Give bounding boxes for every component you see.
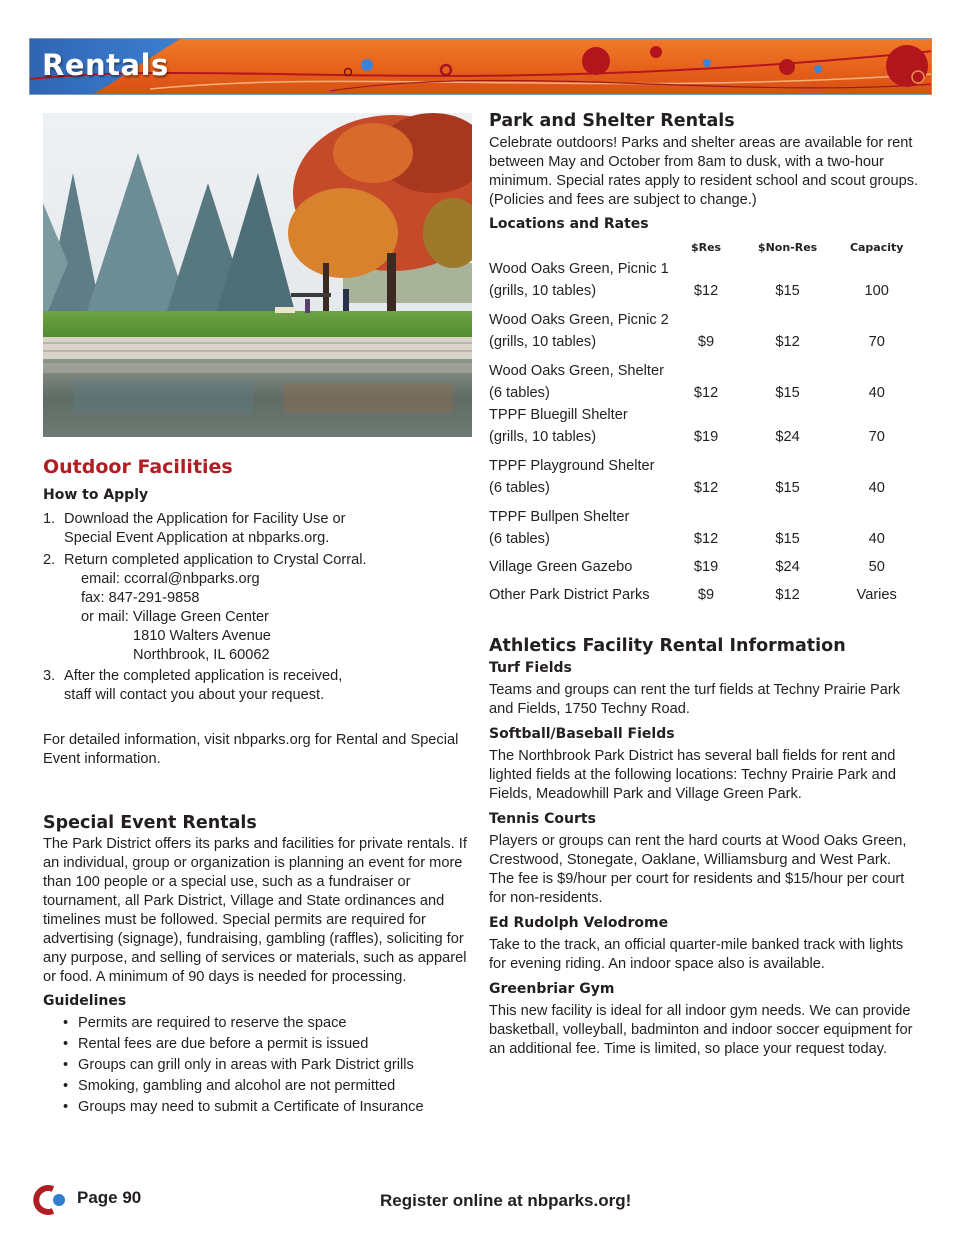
contact-fax: fax: 847-291-9858: [81, 590, 200, 606]
table-row: (6 tables) $12 $15 40: [489, 385, 885, 401]
gym-heading: Greenbriar Gym: [489, 981, 615, 997]
table-row: Wood Oaks Green, Picnic 1: [489, 261, 669, 277]
special-event-heading: Special Event Rentals: [43, 813, 257, 833]
col-res: $Res: [690, 240, 722, 254]
register-online-text: Register online at nbparks.org!: [380, 1191, 632, 1210]
tennis-heading: Tennis Courts: [489, 811, 596, 827]
tennis-body: Players or groups can rent the hard courts at Wood Oaks Green, Crestwood, Stonegate, Oaklane, Williamsburg and West Park. The fee is $9/hour per court for residents and $15/hour per court for non-residents.: [489, 833, 907, 906]
guideline-item: • Groups may need to submit a Certificate of Insurance: [63, 1097, 473, 1118]
guideline-item: • Permits are required to reserve the space: [63, 1013, 473, 1034]
table-row: (grills, 10 tables) $12 $15 100: [489, 283, 889, 299]
page-number: Page 90: [77, 1188, 142, 1207]
apply-steps: [43, 510, 473, 570]
table-row: (6 tables) $12 $15 40: [489, 480, 885, 496]
park-shelter-intro: Celebrate outdoors! Parks and shelter areas are available for rent between May and October from 8am to dusk, with a two-hour minimum. Special rates apply to resident school and scout groups. (Policies and fees are subject to change.): [489, 135, 919, 208]
table-row: (6 tables) $12 $15 40: [489, 531, 885, 547]
guideline-item: • Smoking, gambling and alcohol are not permitted: [63, 1076, 473, 1097]
table-row: (grills, 10 tables) $19 $24 70: [489, 429, 885, 445]
guideline-item: • Groups can grill only in areas with Park District grills: [63, 1055, 473, 1076]
how-to-apply-heading: How to Apply: [43, 487, 149, 503]
table-row: Wood Oaks Green, Shelter: [489, 363, 664, 379]
park-shelter-heading: Park and Shelter Rentals: [489, 111, 735, 131]
turf-fields-body: Teams and groups can rent the turf fields at Techny Prairie Park and Fields, 1750 Techny Road.: [489, 682, 900, 717]
step-1: 1. Download the Application for Facility Use or Special Event Application at nbparks.org.: [43, 511, 346, 546]
detailed-info-text: For detailed information, visit nbparks.org for Rental and Special Event information.: [43, 732, 459, 767]
guidelines-list: [43, 1013, 473, 1118]
park-photo: [43, 113, 472, 437]
velodrome-body: Take to the track, an official quarter-mile banked track with lights for evening riding. An indoor space also is available.: [489, 937, 904, 972]
turf-fields-heading: Turf Fields: [489, 660, 572, 676]
right-column: [489, 111, 929, 1059]
locations-rates-heading: Locations and Rates: [489, 216, 649, 232]
contact-email: email: ccorral@nbparks.org: [81, 571, 260, 587]
col-nonres: $Non-Res: [757, 240, 818, 254]
step-2: 2. Return completed application to Crystal Corral.: [43, 552, 367, 568]
address-line-2: Northbrook, IL 60062: [133, 647, 270, 663]
outdoor-facilities-heading: Outdoor Facilities: [43, 456, 233, 478]
table-row: TPPF Playground Shelter: [489, 458, 655, 474]
guideline-item: • Rental fees are due before a permit is issued: [63, 1034, 473, 1055]
guidelines-heading: Guidelines: [43, 993, 127, 1009]
table-row: (grills, 10 tables) $9 $12 70: [489, 334, 885, 350]
contact-mail: or mail: Village Green Center: [81, 609, 269, 625]
rates-header-row: [489, 236, 914, 258]
apply-steps-cont: [43, 667, 473, 705]
step-3: 3. After the completed application is received, staff will contact you about your request.: [43, 668, 343, 703]
left-column: [43, 456, 473, 1118]
velodrome-heading: Ed Rudolph Velodrome: [489, 915, 669, 931]
table-row: Other Park District Parks $9 $12 Varies: [489, 587, 897, 603]
athletics-heading: Athletics Facility Rental Information: [489, 636, 846, 656]
softball-heading: Softball/Baseball Fields: [489, 726, 675, 742]
table-row: Wood Oaks Green, Picnic 2: [489, 312, 669, 328]
special-event-body: The Park District offers its parks and facilities for private rentals. If an individual, group or organization is planning an event for more than 100 people or a special use, such as a fundraiser or tournament, all Park District, Village and State ordinances and timelines must be followed. Special permits are required for advertising (signage), fundraising, gambling (raffles), soliciting for any purpose, and selling of services or materials, such as apparel or food. A minimum of 90 days is needed for processing.: [43, 836, 467, 985]
page-title: Rentals: [42, 48, 169, 82]
rates-table: [489, 236, 914, 606]
table-row: TPPF Bullpen Shelter: [489, 509, 630, 525]
table-row: Village Green Gazebo $19 $24 50: [489, 559, 885, 575]
park-district-logo-icon: [29, 1185, 71, 1220]
table-row: TPPF Bluegill Shelter: [489, 407, 628, 423]
header-banner: [29, 38, 932, 95]
address-line-1: 1810 Walters Avenue: [133, 628, 271, 644]
gym-body: This new facility is ideal for all indoor gym needs. We can provide basketball, volleyball, badminton and indoor soccer equipment for an additional fee. Time is limited, so place your request today.: [489, 1003, 913, 1057]
col-capacity: Capacity: [849, 240, 904, 254]
softball-body: The Northbrook Park District has several ball fields for rent and lighted fields at the following locations: Techny Prairie Park and Fields, Meadowhill Park and Village Green Park.: [489, 748, 896, 802]
